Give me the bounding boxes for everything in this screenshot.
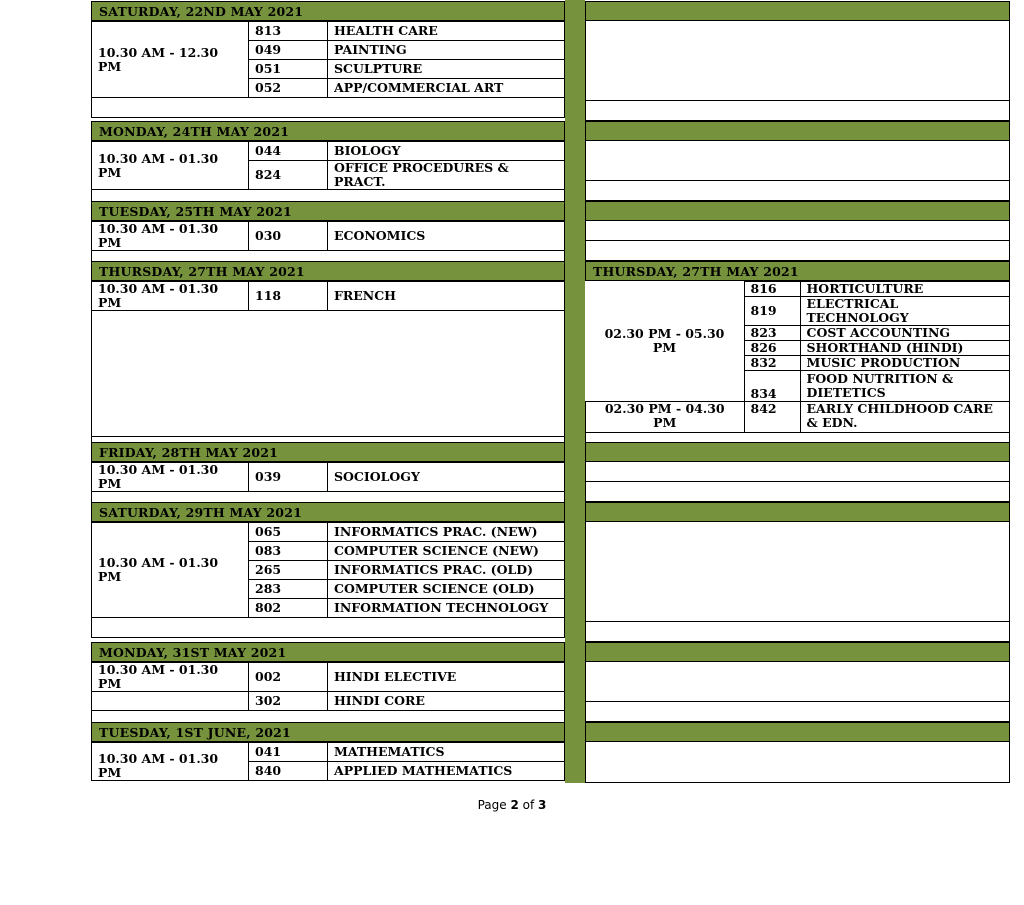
exam-table [585,281,1010,433]
page-prefix: Page [477,798,511,812]
exam-time: 10.30 AM - 01.30 PM [92,222,249,251]
subject-name: APPLIED MATHEMATICS [328,762,565,781]
green-divider-strip [565,0,585,783]
subject-code: 842 [744,402,800,433]
subject-code: 049 [249,41,328,60]
exam-date-header: SATURDAY, 22ND MAY 2021 [91,1,565,21]
exam-date-header: THURSDAY, 27TH MAY 2021 [585,261,1010,281]
subject-name: SCULPTURE [328,60,565,79]
empty-area [585,21,1010,101]
exam-table [91,141,565,190]
spacer-row [585,702,1010,722]
exam-day-block [585,261,1010,453]
exam-time: 02.30 PM - 05.30 PM [586,282,745,402]
empty-area [91,311,565,437]
exam-day-block [91,1,565,118]
empty-area [585,221,1010,241]
exam-time: 10.30 AM - 01.30 PM [92,743,249,781]
empty-area [585,141,1010,181]
subject-name: HEALTH CARE [328,22,565,41]
subject-name: MATHEMATICS [328,743,565,762]
exam-table [91,221,565,251]
empty-area [585,522,1010,622]
exam-date-header: MONDAY, 24TH MAY 2021 [91,121,565,141]
subject-code: 816 [744,282,800,297]
exam-day-block [91,502,565,638]
subject-name: APP/COMMERCIAL ART [328,79,565,98]
page-footer [0,798,1024,812]
subject-code: 302 [249,692,328,711]
subject-code: 283 [249,580,328,599]
exam-date-header: FRIDAY, 28TH MAY 2021 [91,442,565,462]
exam-time: 02.30 PM - 04.30 PM [586,402,745,433]
exam-table [91,462,565,492]
spacer-row [91,618,565,638]
exam-time: 10.30 AM - 12.30 PM [92,22,249,98]
empty-day-block [585,201,1010,261]
exam-date-header: TUESDAY, 1ST JUNE, 2021 [91,722,565,742]
subject-code: 051 [249,60,328,79]
subject-name: SOCIOLOGY [328,463,565,492]
subject-code: 813 [249,22,328,41]
subject-name: INFORMATION TECHNOLOGY [328,599,565,618]
exam-table [91,281,565,311]
spacer-row [91,98,565,118]
subject-name: INFORMATICS PRAC. (OLD) [328,561,565,580]
subject-code: 840 [249,762,328,781]
exam-date-header: SATURDAY, 29TH MAY 2021 [91,502,565,522]
exam-time: 10.30 AM - 01.30 PM [92,282,249,311]
spacer-row [585,181,1010,201]
subject-name: OFFICE PROCEDURES & PRACT. [328,161,565,190]
subject-code: 265 [249,561,328,580]
exam-table [91,21,565,98]
subject-name: HINDI ELECTIVE [328,663,565,692]
empty-day-block [585,442,1010,502]
subject-code: 819 [744,297,800,326]
subject-code: 044 [249,142,328,161]
subject-name: HINDI CORE [328,692,565,711]
empty-day-block [585,642,1010,722]
exam-day-block [91,261,565,457]
empty-header [585,201,1010,221]
subject-code: 826 [744,341,800,356]
subject-code: 802 [249,599,328,618]
empty-area [585,662,1010,702]
empty-day-block [585,1,1010,121]
empty-header [585,442,1010,462]
exam-time: 10.30 AM - 01.30 PM [92,663,249,692]
subject-name: SHORTHAND (HINDI) [800,341,1010,356]
subject-name: PAINTING [328,41,565,60]
subject-name: FRENCH [328,282,565,311]
page-of: of [518,798,539,812]
subject-name: ECONOMICS [328,222,565,251]
subject-code: 030 [249,222,328,251]
subject-code: 041 [249,743,328,762]
subject-code: 002 [249,663,328,692]
empty-header [585,722,1010,742]
empty-header [585,1,1010,21]
empty-header [585,642,1010,662]
empty-area [585,742,1010,783]
exam-time-empty [92,692,249,711]
subject-name: INFORMATICS PRAC. (NEW) [328,523,565,542]
spacer-row [585,482,1010,502]
subject-name: BIOLOGY [328,142,565,161]
page-number: 2 [510,798,519,812]
subject-code: 052 [249,79,328,98]
subject-name: EARLY CHILDHOOD CARE & EDN. [800,402,1010,433]
empty-area [585,462,1010,482]
subject-name: MUSIC PRODUCTION [800,356,1010,371]
subject-code: 039 [249,463,328,492]
exam-time: 10.30 AM - 01.30 PM [92,142,249,190]
subject-name: COMPUTER SCIENCE (NEW) [328,542,565,561]
exam-table [91,662,565,711]
spacer-row [585,101,1010,121]
subject-code: 065 [249,523,328,542]
exam-time: 10.30 AM - 01.30 PM [92,523,249,618]
exam-date-header: MONDAY, 31ST MAY 2021 [91,642,565,662]
subject-code: 118 [249,282,328,311]
subject-code: 832 [744,356,800,371]
subject-code: 083 [249,542,328,561]
exam-day-block [91,121,565,210]
subject-name: COMPUTER SCIENCE (OLD) [328,580,565,599]
subject-code: 823 [744,326,800,341]
page-total: 3 [538,798,547,812]
spacer-row [585,622,1010,642]
empty-day-block [585,722,1010,783]
exam-table [91,742,565,781]
exam-time: 10.30 AM - 01.30 PM [92,463,249,492]
exam-table [91,522,565,618]
empty-day-block [585,502,1010,642]
subject-code: 834 [744,371,800,402]
exam-date-header: THURSDAY, 27TH MAY 2021 [91,261,565,281]
empty-day-block [585,121,1010,201]
exam-date-header: TUESDAY, 25TH MAY 2021 [91,201,565,221]
exam-day-block [91,642,565,731]
exam-day-block [91,722,565,781]
subject-name: COST ACCOUNTING [800,326,1010,341]
empty-header [585,121,1010,141]
subject-code: 824 [249,161,328,190]
subject-name: HORTICULTURE [800,282,1010,297]
spacer-row [585,241,1010,261]
empty-header [585,502,1010,522]
subject-name: FOOD NUTRITION & DIETETICS [800,371,1010,402]
subject-name: ELECTRICAL TECHNOLOGY [800,297,1010,326]
